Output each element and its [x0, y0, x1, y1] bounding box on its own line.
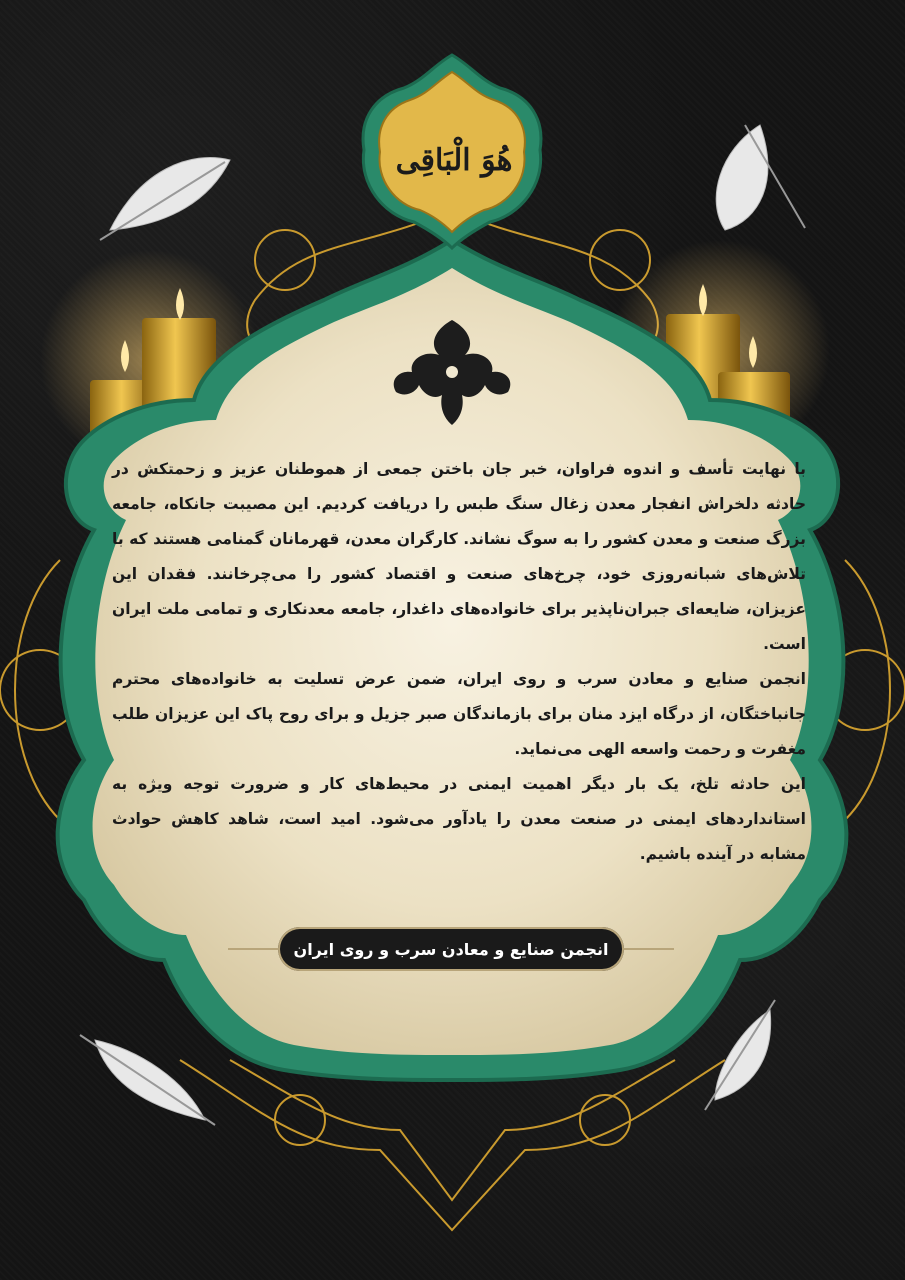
condolence-message: [112, 452, 806, 872]
divider: [622, 948, 674, 950]
feather-icon: [80, 1035, 215, 1125]
divider: [228, 948, 280, 950]
organization-signature: انجمن صنایع و معادن سرب و روی ایران: [278, 927, 624, 971]
feather-icon: [100, 158, 230, 240]
calligraphy-title: هُوَ الْبَاقِی: [395, 142, 513, 178]
message-paragraph: با نهایت تأسف و اندوه فراوان، خبر جان باختن جمعی از هموطنان عزیز و زحمتکش در حادثه دلخراش انفجار معدن زغال سنگ طبس را دریافت کردیم. این مصیبت جانکاه، جامعه بزرگ صنعت و معدن کشور را به سوگ نشاند. کارگران معدن، قهرمانان گمنامی هستند که با تلاش‌های شبانه‌روزی خود، چرخ‌های صنعت و اقتصاد کشور را می‌چرخانند. فقدان این عزیزان، ضایعه‌ای جبران‌ناپذیر برای خانواده‌های داغدار، جامعه معدنکاری و تمامی ملت ایران است.: [112, 460, 806, 653]
message-paragraph: انجمن صنایع و معادن سرب و روی ایران، ضمن عرض تسلیت به خانواده‌های محترم جانباختگان، از درگاه ایزد منان برای بازماندگان صبر جزیل و برای روح پاک این عزیزان طلب مغفرت و رحمت واسعه الهی می‌نماید.: [112, 670, 806, 758]
message-paragraph: این حادثه تلخ، یک بار دیگر اهمیت ایمنی در محیط‌های کار و ضرورت توجه ویژه به استانداردهای ایمنی در صنعت معدن را یادآور می‌شود. امید است، شاهد کاهش حوادث مشابه در آینده باشیم.: [112, 775, 806, 863]
feather-icon: [716, 125, 805, 230]
feather-icon: [705, 1000, 775, 1110]
